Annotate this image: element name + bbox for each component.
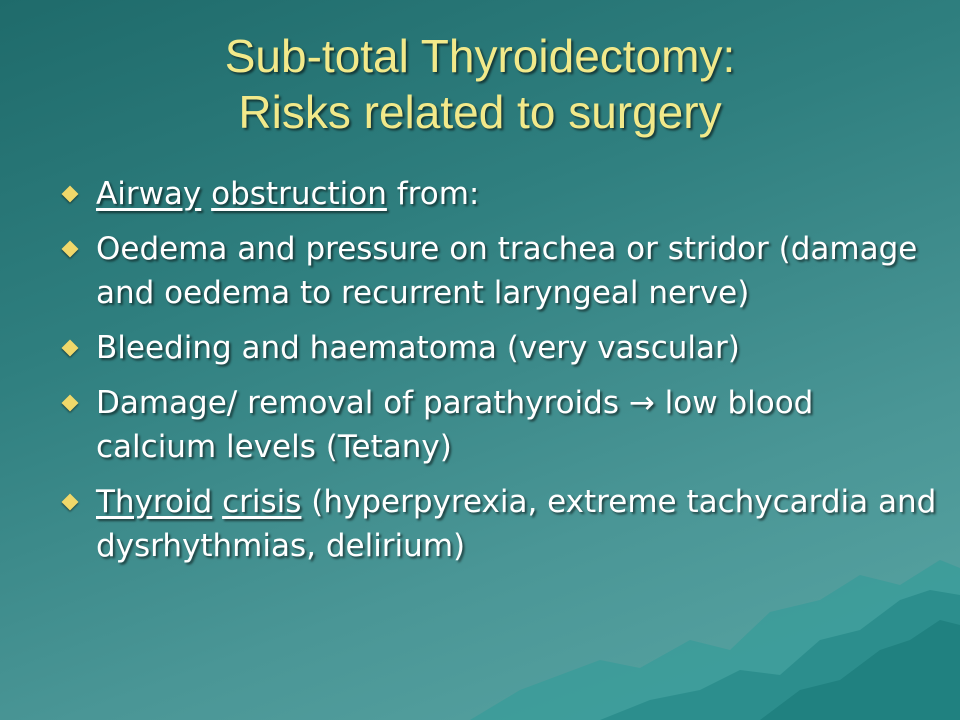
diamond-icon (62, 494, 79, 511)
space (201, 176, 211, 212)
slide-title-line-2: Risks related to surgery (238, 86, 722, 138)
bullet-text: (hyperpyrexia, extreme tachycardia and dysrhythmias, delirium) (96, 484, 937, 564)
bullet-item-bleeding (58, 326, 938, 370)
slide-title (0, 28, 960, 140)
bullet-text: Oedema and pressure on trachea or stridor (damage and oedema to recurrent laryngeal nerve) (96, 231, 918, 311)
bullet-item-oedema (58, 227, 938, 315)
term-thyroid: Thyroid (96, 484, 213, 520)
diamond-icon (62, 340, 79, 357)
space (212, 484, 222, 520)
bullet-text: Bleeding and haematoma (very vascular) (96, 330, 740, 366)
bullet-text: from: (386, 176, 480, 212)
bullet-item-thyroid-crisis (58, 480, 938, 568)
slide-title-line-1: Sub-total Thyroidectomy: (224, 30, 736, 82)
term-crisis: crisis (222, 484, 302, 520)
bullet-text: Damage/ removal of parathyroids → low blood calcium levels (Tetany) (96, 385, 814, 465)
bullet-list (58, 172, 938, 579)
term-obstruction: obstruction (211, 176, 387, 212)
diamond-icon (62, 241, 79, 258)
bullet-item-airway (58, 172, 938, 216)
term-airway: Airway (96, 176, 202, 212)
diamond-icon (62, 186, 79, 203)
bullet-item-parathyroids (58, 381, 938, 469)
diamond-icon (62, 395, 79, 412)
